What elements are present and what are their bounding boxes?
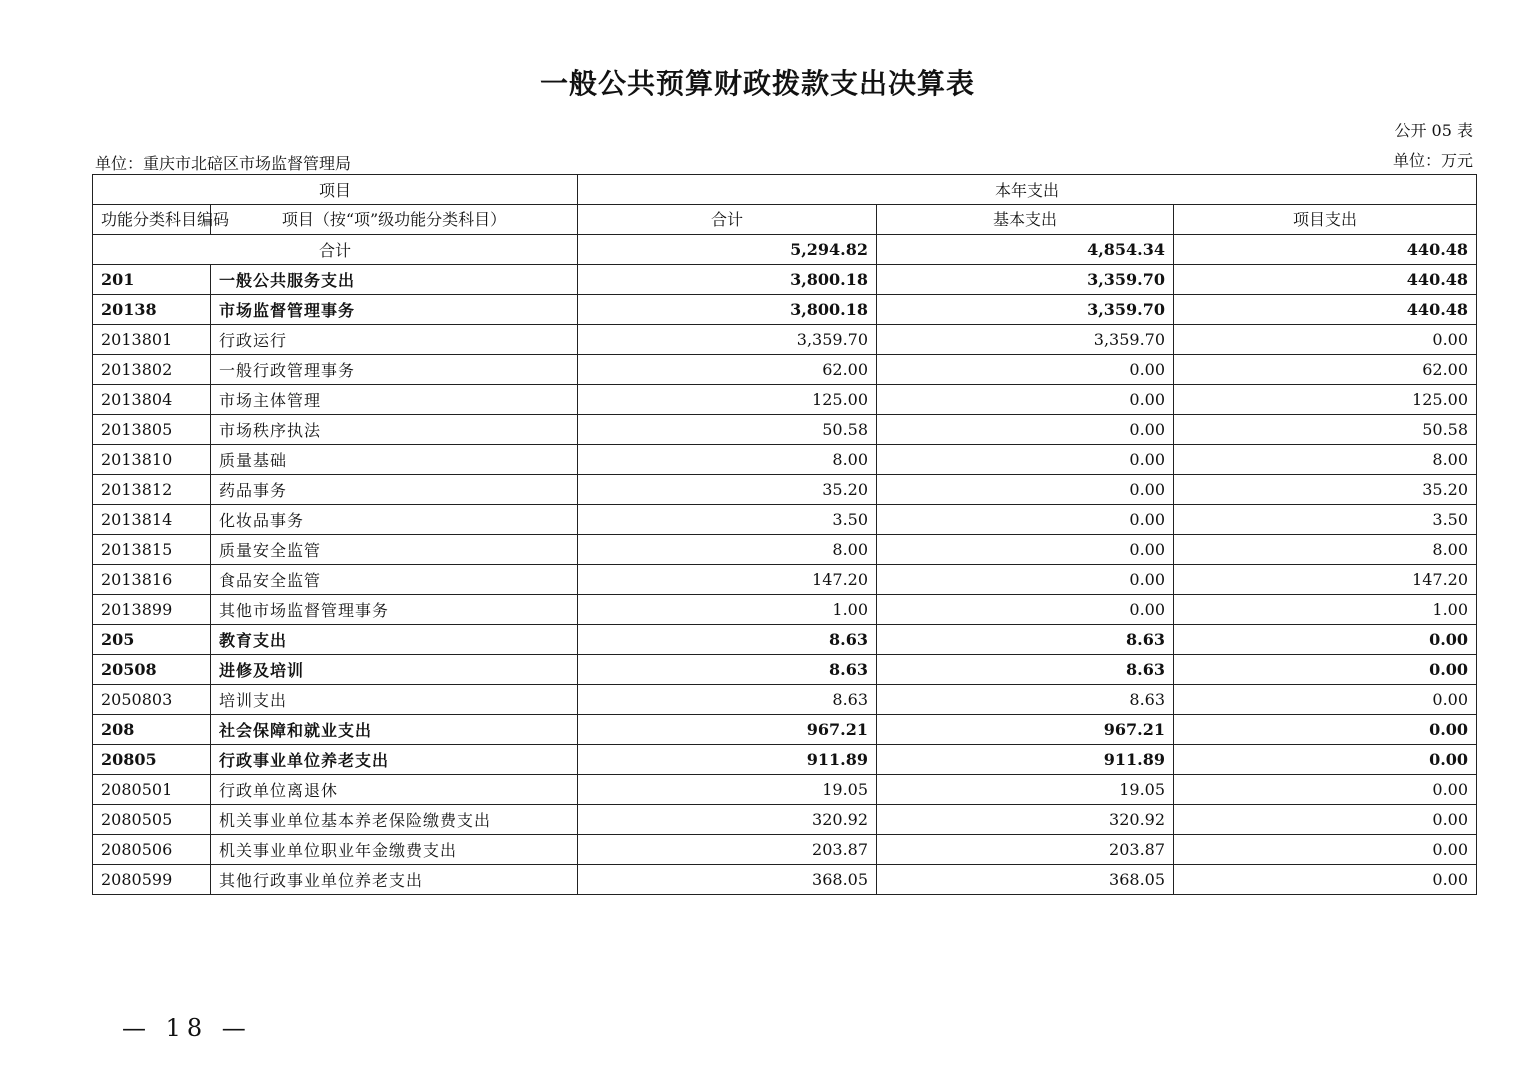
row-code: 201	[93, 265, 211, 295]
table-row	[93, 565, 1477, 595]
total-basic: 4,854.34	[877, 235, 1174, 265]
row-name: 机关事业单位基本养老保险缴费支出	[211, 805, 578, 835]
organization-unit: 单位：重庆市北碚区市场监督管理局	[95, 154, 352, 173]
table-number: 公开 05 表	[1394, 121, 1473, 140]
row-basic: 911.89	[877, 745, 1174, 775]
header-basic: 基本支出	[877, 205, 1174, 235]
row-total: 368.05	[578, 865, 877, 895]
row-basic: 0.00	[877, 505, 1174, 535]
row-project: 440.48	[1174, 295, 1477, 325]
header-project: 项目	[93, 175, 578, 205]
row-basic: 203.87	[877, 835, 1174, 865]
row-code: 205	[93, 625, 211, 655]
page-title: 一般公共预算财政拨款支出决算表	[539, 67, 975, 100]
row-total: 320.92	[578, 805, 877, 835]
row-basic: 0.00	[877, 445, 1174, 475]
row-basic: 0.00	[877, 565, 1174, 595]
row-basic: 19.05	[877, 775, 1174, 805]
row-code: 2013816	[93, 565, 211, 595]
row-total: 8.63	[578, 625, 877, 655]
row-project: 8.00	[1174, 445, 1477, 475]
header-total: 合计	[578, 205, 877, 235]
row-total: 8.00	[578, 445, 877, 475]
row-name: 市场主体管理	[211, 385, 578, 415]
row-code: 2013899	[93, 595, 211, 625]
row-project: 0.00	[1174, 835, 1477, 865]
row-project: 8.00	[1174, 535, 1477, 565]
row-total: 62.00	[578, 355, 877, 385]
row-code: 2080501	[93, 775, 211, 805]
row-name: 社会保障和就业支出	[211, 715, 578, 745]
row-code: 2013810	[93, 445, 211, 475]
row-name: 化妆品事务	[211, 505, 578, 535]
table-row	[93, 745, 1477, 775]
row-name: 其他市场监督管理事务	[211, 595, 578, 625]
table-row	[93, 295, 1477, 325]
row-name: 市场秩序执法	[211, 415, 578, 445]
row-project: 440.48	[1174, 265, 1477, 295]
row-name: 药品事务	[211, 475, 578, 505]
row-code: 2013805	[93, 415, 211, 445]
table-row	[93, 265, 1477, 295]
row-total: 203.87	[578, 835, 877, 865]
table-row	[93, 445, 1477, 475]
row-basic: 0.00	[877, 415, 1174, 445]
row-total: 967.21	[578, 715, 877, 745]
row-total: 35.20	[578, 475, 877, 505]
row-basic: 3,359.70	[877, 265, 1174, 295]
row-project: 125.00	[1174, 385, 1477, 415]
row-basic: 8.63	[877, 655, 1174, 685]
table-row	[93, 655, 1477, 685]
row-name: 其他行政事业单位养老支出	[211, 865, 578, 895]
row-project: 0.00	[1174, 865, 1477, 895]
row-basic: 0.00	[877, 535, 1174, 565]
table-body	[93, 235, 1477, 895]
total-row	[93, 235, 1477, 265]
table-row	[93, 475, 1477, 505]
row-project: 0.00	[1174, 805, 1477, 835]
row-project: 50.58	[1174, 415, 1477, 445]
row-project: 1.00	[1174, 595, 1477, 625]
table-row	[93, 385, 1477, 415]
row-name: 市场监督管理事务	[211, 295, 578, 325]
currency-unit: 单位：万元	[1392, 151, 1473, 170]
row-basic: 0.00	[877, 385, 1174, 415]
row-basic: 368.05	[877, 865, 1174, 895]
table-row	[93, 625, 1477, 655]
row-name: 教育支出	[211, 625, 578, 655]
header-current-year: 本年支出	[578, 175, 1477, 205]
row-project: 0.00	[1174, 745, 1477, 775]
table-row	[93, 715, 1477, 745]
row-project: 3.50	[1174, 505, 1477, 535]
row-name: 一般公共服务支出	[211, 265, 578, 295]
row-code: 2080599	[93, 865, 211, 895]
row-basic: 320.92	[877, 805, 1174, 835]
row-code: 2080506	[93, 835, 211, 865]
page-number: — 18 —	[122, 1014, 252, 1042]
row-project: 35.20	[1174, 475, 1477, 505]
row-project: 0.00	[1174, 715, 1477, 745]
row-basic: 0.00	[877, 355, 1174, 385]
row-total: 3,359.70	[578, 325, 877, 355]
row-basic: 967.21	[877, 715, 1174, 745]
table-row	[93, 865, 1477, 895]
row-project: 0.00	[1174, 655, 1477, 685]
total-total: 5,294.82	[578, 235, 877, 265]
row-basic: 8.63	[877, 685, 1174, 715]
total-project: 440.48	[1174, 235, 1477, 265]
table-row	[93, 595, 1477, 625]
header-code: 功能分类科目编码	[93, 205, 211, 235]
row-total: 8.63	[578, 685, 877, 715]
table-row	[93, 325, 1477, 355]
row-basic: 8.63	[877, 625, 1174, 655]
row-basic: 0.00	[877, 475, 1174, 505]
row-total: 19.05	[578, 775, 877, 805]
table-row	[93, 685, 1477, 715]
row-code: 20138	[93, 295, 211, 325]
row-name: 一般行政管理事务	[211, 355, 578, 385]
row-name: 行政事业单位养老支出	[211, 745, 578, 775]
row-basic: 3,359.70	[877, 295, 1174, 325]
row-basic: 3,359.70	[877, 325, 1174, 355]
row-name: 机关事业单位职业年金缴费支出	[211, 835, 578, 865]
row-project: 0.00	[1174, 685, 1477, 715]
row-code: 208	[93, 715, 211, 745]
row-name: 质量基础	[211, 445, 578, 475]
row-name: 食品安全监管	[211, 565, 578, 595]
row-code: 2013804	[93, 385, 211, 415]
header-project-expenditure: 项目支出	[1174, 205, 1477, 235]
row-total: 147.20	[578, 565, 877, 595]
table-row	[93, 535, 1477, 565]
row-total: 50.58	[578, 415, 877, 445]
row-code: 20508	[93, 655, 211, 685]
row-code: 2013814	[93, 505, 211, 535]
table-row	[93, 835, 1477, 865]
row-project: 0.00	[1174, 775, 1477, 805]
table-row	[93, 355, 1477, 385]
row-code: 2013815	[93, 535, 211, 565]
row-name: 培训支出	[211, 685, 578, 715]
row-project: 62.00	[1174, 355, 1477, 385]
row-code: 2013812	[93, 475, 211, 505]
row-code: 2013801	[93, 325, 211, 355]
row-total: 8.00	[578, 535, 877, 565]
row-name: 进修及培训	[211, 655, 578, 685]
row-code: 2013802	[93, 355, 211, 385]
row-total: 911.89	[578, 745, 877, 775]
row-name: 行政单位离退休	[211, 775, 578, 805]
row-project: 147.20	[1174, 565, 1477, 595]
row-total: 8.63	[578, 655, 877, 685]
total-label: 合计	[93, 235, 578, 265]
row-name: 质量安全监管	[211, 535, 578, 565]
row-code: 2050803	[93, 685, 211, 715]
expenditure-table	[92, 174, 1477, 895]
header-row-sub	[93, 205, 1477, 235]
row-total: 3,800.18	[578, 265, 877, 295]
row-basic: 0.00	[877, 595, 1174, 625]
table-row	[93, 775, 1477, 805]
row-project: 0.00	[1174, 625, 1477, 655]
row-total: 125.00	[578, 385, 877, 415]
header-row-top	[93, 175, 1477, 205]
row-name: 行政运行	[211, 325, 578, 355]
table-row	[93, 805, 1477, 835]
row-code: 2080505	[93, 805, 211, 835]
table-row	[93, 505, 1477, 535]
row-project: 0.00	[1174, 325, 1477, 355]
row-code: 20805	[93, 745, 211, 775]
table-row	[93, 415, 1477, 445]
row-total: 3.50	[578, 505, 877, 535]
row-total: 1.00	[578, 595, 877, 625]
header-item: 项目（按“项”级功能分类科目）	[211, 205, 578, 235]
row-total: 3,800.18	[578, 295, 877, 325]
